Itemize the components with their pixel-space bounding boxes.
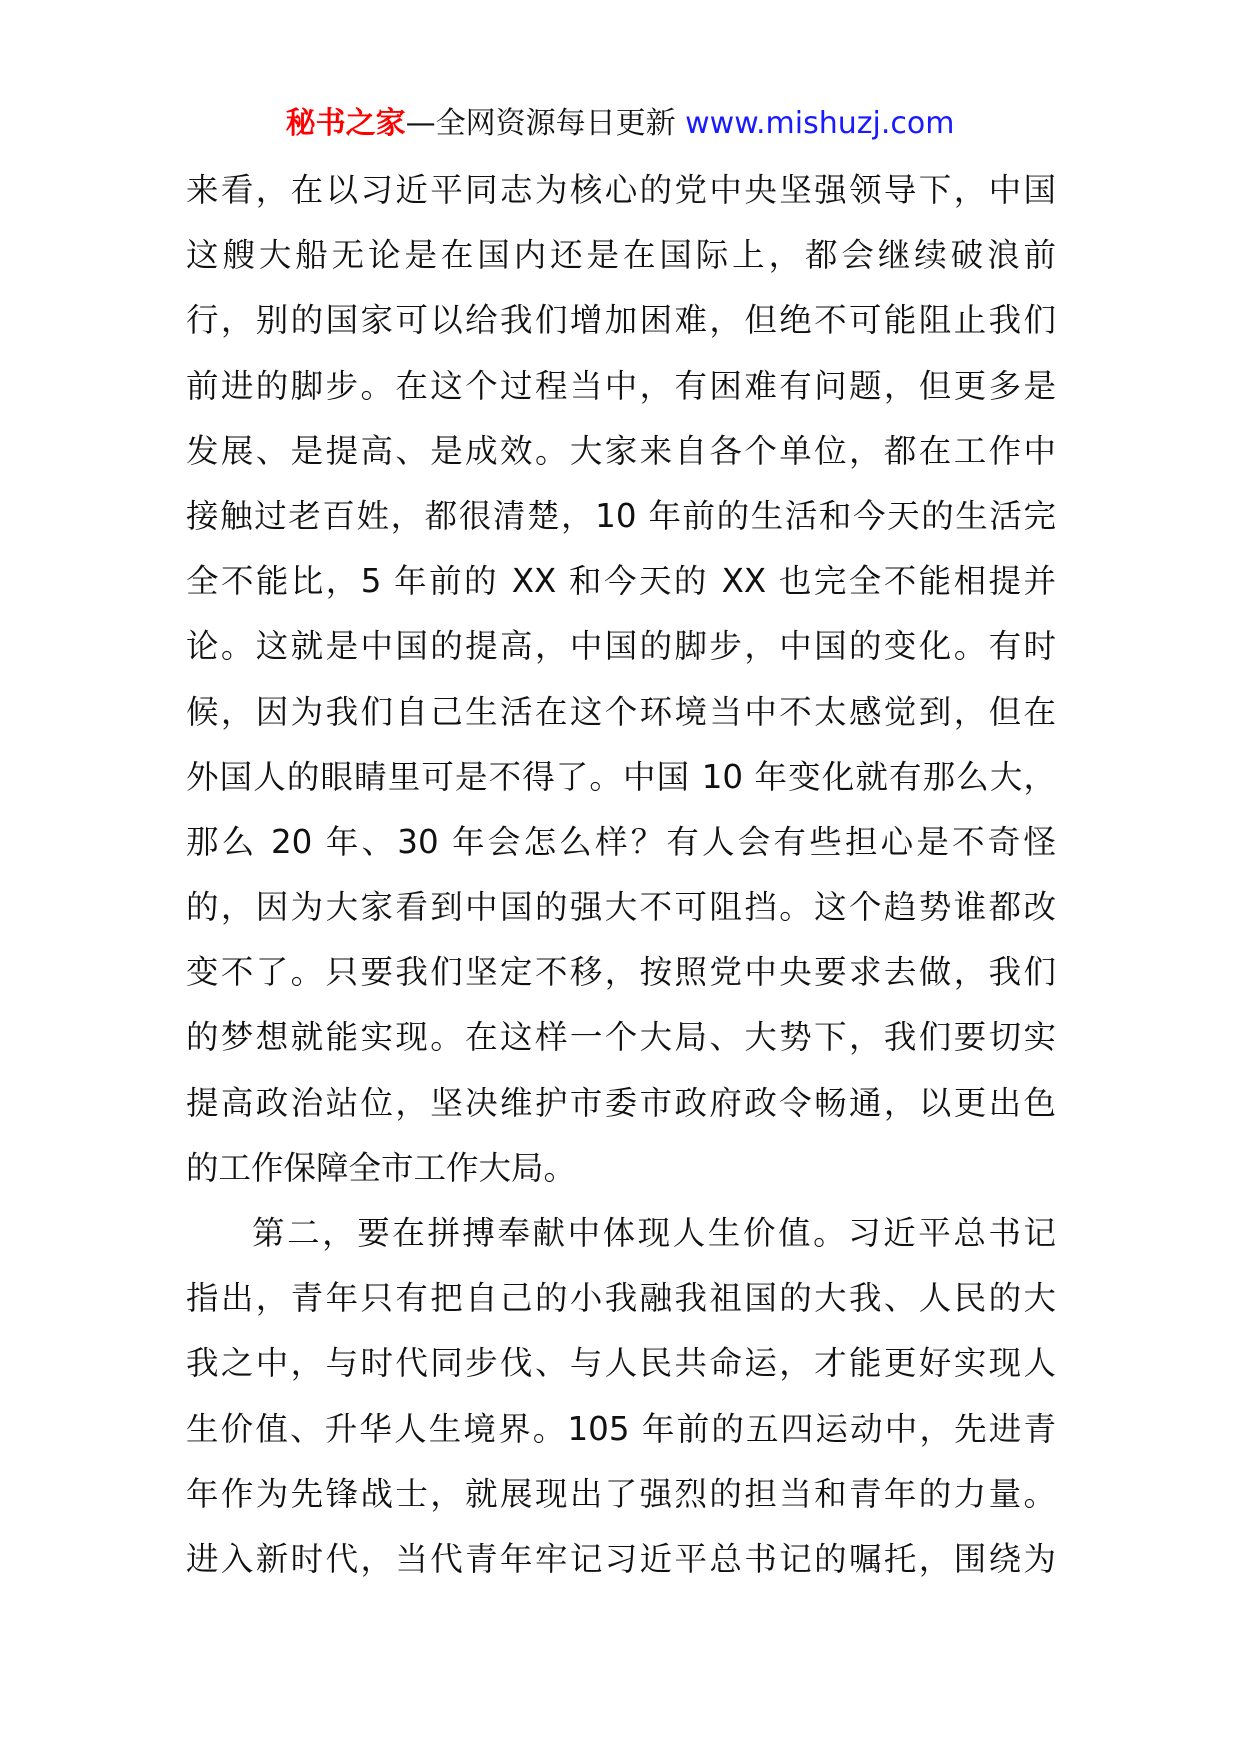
header-brand: 秘书之家 (285, 106, 406, 141)
text-line: 的工作保障全市工作大局。 (186, 1148, 577, 1187)
header-url-link[interactable]: www.mishuzj.com (685, 106, 955, 141)
header-tagline: —全网资源每日更新 (405, 106, 686, 141)
text-line: 进入新时代，当代青年牢记习近平总书记的嘱托，围绕为 (186, 1539, 1056, 1578)
text-line: 全不能比，5 年前的 XX 和今天的 XX 也完全不能相提并 (186, 562, 1056, 601)
page-header (0, 104, 1240, 144)
text-line: 论。这就是中国的提高，中国的脚步，中国的变化。有时 (186, 627, 1056, 666)
text-line: 的梦想就能实现。在这样一个大局、大势下，我们要切实 (186, 1018, 1056, 1057)
text-line: 的，因为大家看到中国的强大不可阻挡。这个趋势谁都改 (186, 888, 1056, 927)
text-line: 年作为先锋战士，就展现出了强烈的担当和青年的力量。 (186, 1474, 1056, 1513)
paragraph-1 (186, 158, 1056, 1201)
text-line: 发展、是提高、是成效。大家来自各个单位，都在工作中 (186, 431, 1056, 470)
text-line: 提高政治站位，坚决维护市委市政府政令畅通，以更出色 (186, 1083, 1056, 1122)
text-line: 外国人的眼睛里可是不得了。中国 10 年变化就有那么大， (186, 757, 1056, 796)
text-line: 指出，青年只有把自己的小我融我祖国的大我、人民的大 (186, 1279, 1056, 1318)
text-line: 前进的脚步。在这个过程当中，有困难有问题，但更多是 (186, 366, 1056, 405)
text-line: 接触过老百姓，都很清楚，10 年前的生活和今天的生活完 (186, 496, 1056, 535)
text-line: 我之中，与时代同步伐、与人民共命运，才能更好实现人 (186, 1344, 1056, 1383)
text-line: 那么 20 年、30 年会怎么样？有人会有些担心是不奇怪 (186, 822, 1056, 861)
text-line: 候，因为我们自己生活在这个环境当中不太感觉到，但在 (186, 692, 1056, 731)
text-line: 行，别的国家可以给我们增加困难，但绝不可能阻止我们 (186, 301, 1056, 340)
paragraph-2 (186, 1201, 1056, 1592)
text-line: 第二，要在拼搏奉献中体现人生价值。习近平总书记 (252, 1214, 1056, 1252)
text-line: 生价值、升华人生境界。105 年前的五四运动中，先进青 (186, 1409, 1056, 1448)
body-text (186, 158, 1056, 1592)
text-line: 变不了。只要我们坚定不移，按照党中央要求去做，我们 (186, 953, 1056, 992)
text-line: 这艘大船无论是在国内还是在国际上，都会继续破浪前 (186, 236, 1056, 275)
text-line: 来看，在以习近平同志为核心的党中央坚强领导下，中国 (186, 171, 1056, 209)
